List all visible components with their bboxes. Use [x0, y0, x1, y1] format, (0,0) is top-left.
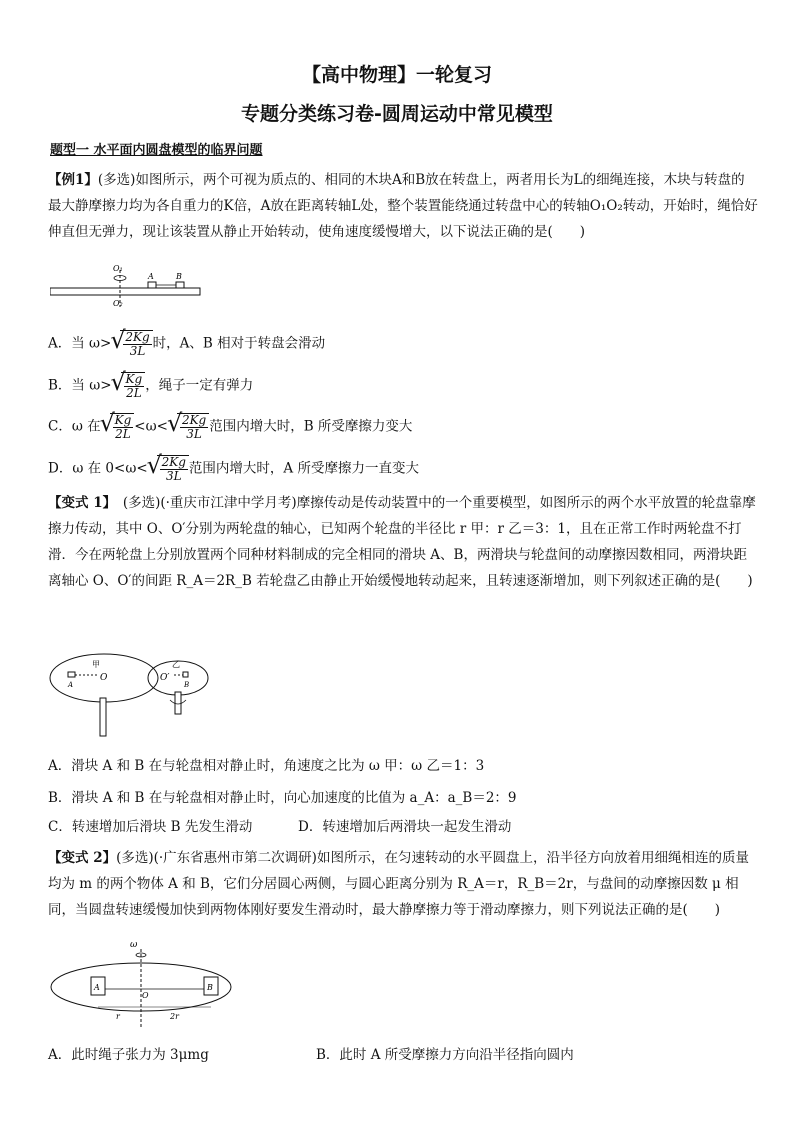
variant1-option-c: C．转速增加后滑块 B 先发生滑动: [48, 819, 253, 835]
example1-option-a: A．当 ω> √ $\frac{2Kg}{3L}$ 时，A、B 相对于转盘会滑动: [48, 330, 325, 358]
label-a: A: [94, 983, 100, 992]
turntable-figure: [50, 262, 202, 310]
label-r: r: [116, 1012, 120, 1021]
variant2-option-a: A．此时绳子张力为 3μmg: [48, 1047, 209, 1063]
friction-drive-figure: [48, 650, 210, 740]
example1-stem: [48, 167, 758, 245]
variant2-stem: [48, 845, 758, 923]
variant2-prefix: 【变式 2】: [48, 850, 117, 866]
label-o-prime: O′: [160, 673, 170, 683]
variant1-text: (多选)(·重庆市江津中学月考)摩擦传动是传动装置中的一个重要模型，如图所示的两个水平放置的轮盘靠摩擦力传动，其中 O、O′分别为两轮盘的轴心，已知两个轮盘的半径比 r 甲：r 乙＝3：1，且在正常工作时两轮盘不打滑．今在两轮盘上分别放置两个同种材料制成的完全相同的滑块 A、B，两滑块与轮盘间的动摩擦因数相同，两滑块距离轴心 O、O′的间距 R_A＝2R_B 若轮盘乙由静止开始缓慢地转动起来，且转速逐渐增加，则下列叙述正确的是( ): [48, 495, 756, 589]
variant1-prefix: 【变式 1】: [48, 495, 110, 511]
label-o1: O₁: [113, 264, 123, 273]
variant2-option-b: B．此时 A 所受摩擦力方向沿半径指向圆内: [316, 1047, 574, 1063]
label-o2: O₂: [113, 299, 123, 308]
variant2-text: (多选)(·广东省惠州市第二次调研)如图所示，在匀速转动的水平圆盘上，沿半径方向放着用细绳相连的质量均为 m 的两个物体 A 和 B，它们分居圆心两侧，与圆心距离分别为 R_A＝r，R_B＝2r，与盘间的动摩擦因数 μ 相同，当圆盘转速缓慢加快到两物体刚好要发生滑动时，最大静摩擦力等于滑动摩擦力，则下列说法正确的是( ): [48, 850, 749, 918]
label-a: A: [148, 272, 154, 281]
label-a: A: [68, 681, 74, 689]
label-2r: 2r: [170, 1012, 179, 1021]
label-omega: ω: [130, 940, 138, 950]
label-yi: 乙: [172, 660, 180, 669]
section-title: 题型一 水平面内圆盘模型的临界问题: [50, 143, 263, 158]
example1-option-c: C．ω 在 √ $\frac{Kg}{2L}$ <ω< √ $\frac{2Kg}{3L}$ 范围内增大时，B 所受摩擦力变大: [48, 413, 412, 441]
rotating-disk-figure: [48, 937, 234, 1029]
page-subtitle: 专题分类练习卷-圆周运动中常见模型: [241, 103, 553, 125]
label-b: B: [176, 272, 182, 281]
label-b: B: [184, 681, 190, 689]
variant1-option-b: B．滑块 A 和 B 在与轮盘相对静止时，向心加速度的比值为 a_A：a_B＝2：9: [48, 790, 517, 806]
example1-option-b: B．当 ω> √ $\frac{Kg}{2L}$ ，绳子一定有弹力: [48, 372, 253, 400]
label-b: B: [207, 983, 213, 992]
label-jia: 甲: [92, 660, 100, 669]
variant1-option-d: D．转速增加后两滑块一起发生滑动: [298, 819, 512, 835]
example1-text: (多选)如图所示，两个可视为质点的、相同的木块A和B放在转盘上，两者用长为L的细绳连接，木块与转盘的最大静摩擦力均为各自重力的K倍，A放在距离转轴L处，整个装置能绕通过转盘中心的转轴O₁O₂转动，开始时，绳恰好伸直但无弹力，现让该装置从静止开始转动，使角速度缓慢增大，以下说法正确的是( ): [48, 172, 758, 240]
label-o: O: [100, 673, 108, 683]
page-title: 【高中物理】一轮复习: [301, 64, 492, 86]
variant1-stem: [48, 490, 758, 594]
example1-prefix: 【例1】: [48, 172, 98, 188]
label-o: O: [142, 991, 149, 1000]
example1-option-d: D．ω 在 0<ω< √ $\frac{2Kg}{3L}$ 范围内增大时，A 所受摩擦力一直变大: [48, 455, 419, 483]
variant1-option-a: A．滑块 A 和 B 在与轮盘相对静止时，角速度之比为 ω 甲：ω 乙＝1：3: [48, 758, 485, 774]
